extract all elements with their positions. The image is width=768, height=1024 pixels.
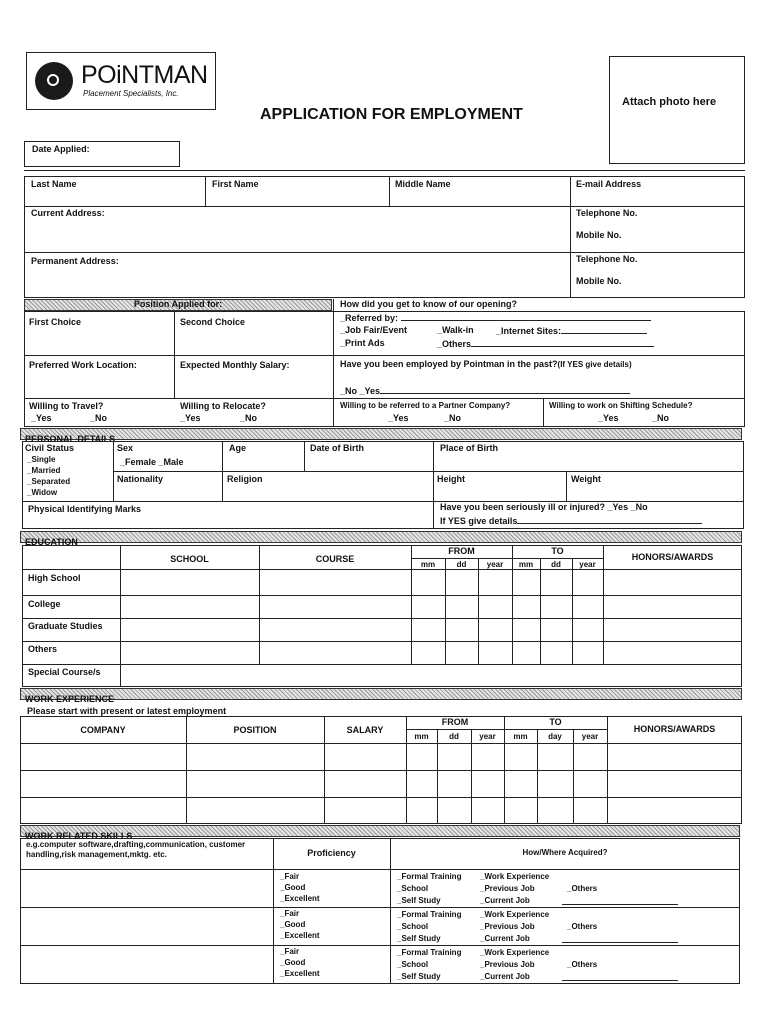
edu-row-high-school: High School <box>28 573 81 583</box>
skills-example: e.g.computer software,drafting,communication, customer handling,risk management,mktg. etc. <box>26 840 246 859</box>
acq-school[interactable]: _School <box>397 884 429 893</box>
divider <box>22 569 742 570</box>
job-fair-option[interactable]: _Job Fair/Event <box>340 325 408 335</box>
skills-band <box>20 825 740 841</box>
acq-self[interactable]: _Self Study <box>397 896 441 905</box>
permanent-address-label: Permanent Address: <box>31 256 119 266</box>
divider <box>24 252 745 253</box>
school-header: SCHOOL <box>170 554 209 564</box>
ill-question[interactable]: Have you been seriously ill or injured? _Yes _No <box>440 502 648 512</box>
acq-school[interactable]: _School <box>397 960 429 969</box>
divider <box>22 618 742 619</box>
telephone-label: Telephone No. <box>576 254 638 264</box>
divider <box>20 907 740 908</box>
shifting-no[interactable]: _No <box>652 413 670 423</box>
employed-before-label: Have you been employed by Pointman in the past?(If YES give details) <box>340 359 632 369</box>
travel-no[interactable]: _No <box>90 413 108 423</box>
partner-label: Willing to be referred to a Partner Company? <box>340 401 511 410</box>
divider <box>543 398 544 427</box>
acq-others[interactable]: _Others <box>567 884 598 893</box>
edu-from-dd: dd <box>456 560 467 569</box>
work-to-header: TO <box>549 717 562 727</box>
divider <box>22 664 742 665</box>
divider <box>540 559 541 665</box>
logo-tagline: Placement Specialists, Inc. <box>83 89 179 98</box>
divider <box>205 176 206 206</box>
work-position-header: POSITION <box>233 725 277 735</box>
divider <box>24 398 745 399</box>
work-from-year: year <box>479 732 496 741</box>
partner-no[interactable]: _No <box>444 413 462 423</box>
relocate-label: Willing to Relocate? <box>180 401 266 411</box>
prof-good[interactable]: _Good <box>280 883 306 892</box>
skills-header: WORK RELATED SKILLS <box>25 831 133 841</box>
divider <box>120 545 121 687</box>
acq-others[interactable]: _Others <box>567 960 598 969</box>
acq-current[interactable]: _Current Job <box>480 972 530 981</box>
company-header: COMPANY <box>80 725 126 735</box>
acq-previous[interactable]: _Previous Job <box>480 884 535 893</box>
logo-box <box>26 52 216 110</box>
acq-school[interactable]: _School <box>397 922 429 931</box>
edu-row-others: Others <box>28 644 58 654</box>
edu-to-mm: mm <box>518 560 534 569</box>
photo-box[interactable] <box>609 56 745 164</box>
acq-current[interactable]: _Current Job <box>480 896 530 905</box>
internet-option[interactable]: _Internet Sites: <box>496 325 647 337</box>
walk-in-option[interactable]: _Walk-in <box>437 325 474 335</box>
edu-to-dd: dd <box>551 560 561 569</box>
proficiency-header: Proficiency <box>307 848 356 858</box>
divider <box>603 545 604 665</box>
education-header: EDUCATION <box>25 537 78 547</box>
others-option[interactable]: _Others <box>437 338 654 350</box>
telephone-label: Telephone No. <box>576 208 638 218</box>
acq-previous[interactable]: _Previous Job <box>480 960 535 969</box>
prof-excellent[interactable]: _Excellent <box>280 894 320 903</box>
mobile-label: Mobile No. <box>576 276 622 286</box>
divider <box>562 942 678 943</box>
course-header: COURSE <box>315 554 355 564</box>
second-choice-label: Second Choice <box>180 317 246 327</box>
edu-row-college: College <box>28 599 61 609</box>
sex-label: Sex <box>117 443 134 453</box>
work-experience-band <box>20 688 742 704</box>
civil-option-separated[interactable]: _Separated <box>27 477 71 486</box>
education-band <box>20 531 742 547</box>
prof-fair[interactable]: _Fair <box>280 947 300 956</box>
work-to-day: day <box>548 732 562 741</box>
work-experience-header: WORK EXPERIENCE <box>25 694 115 704</box>
divider <box>22 641 742 642</box>
position-applied-header: Position Applied for: <box>133 299 223 309</box>
date-applied-label: Date Applied: <box>32 144 90 154</box>
referred-option[interactable]: _Referred by: <box>340 312 651 324</box>
email-label: E-mail Address <box>576 179 642 189</box>
last-name-label: Last Name <box>31 179 77 189</box>
work-honors-header: HONORS/AWARDS <box>633 724 716 734</box>
weight-label: Weight <box>571 474 601 484</box>
edu-to-header: TO <box>551 546 564 556</box>
work-to-mm: mm <box>513 732 528 741</box>
first-choice-label: First Choice <box>29 317 82 327</box>
divider <box>333 299 334 427</box>
dob-label: Date of Birth <box>310 443 364 453</box>
divider <box>445 559 446 665</box>
work-from-header: FROM <box>441 717 469 727</box>
acq-work-exp[interactable]: _Work Experience <box>480 910 550 919</box>
work-from-dd: dd <box>449 732 459 741</box>
divider <box>566 471 567 501</box>
height-label: Height <box>437 474 465 484</box>
partner-yes[interactable]: _Yes <box>388 413 409 423</box>
how-acquired-header: How/Where Acquired? <box>522 848 608 857</box>
divider <box>406 729 607 730</box>
edu-to-year: year <box>579 560 596 569</box>
divider <box>562 904 678 905</box>
divider <box>273 838 274 984</box>
work-to-year: year <box>581 732 599 741</box>
photo-box-label: Attach photo here <box>622 96 717 108</box>
acq-previous[interactable]: _Previous Job <box>480 922 535 931</box>
divider <box>24 206 745 207</box>
date-applied-field[interactable] <box>24 141 180 167</box>
prof-excellent[interactable]: _Excellent <box>280 931 320 940</box>
divider <box>22 595 742 596</box>
page-title: APPLICATION FOR EMPLOYMENT <box>260 106 523 123</box>
print-ads-option[interactable]: _Print Ads <box>340 338 385 348</box>
divider <box>20 869 740 870</box>
how-know-label: How did you get to know of our opening? <box>340 299 517 309</box>
acq-self[interactable]: _Self Study <box>397 972 441 981</box>
edu-from-header: FROM <box>448 546 475 556</box>
relocate-no[interactable]: _No <box>240 413 258 423</box>
work-from-mm: mm <box>414 732 429 741</box>
pob-label: Place of Birth <box>440 443 499 453</box>
age-label: Age <box>229 443 247 453</box>
preferred-location-label: Preferred Work Location: <box>29 360 137 370</box>
divider <box>24 355 745 356</box>
identifying-marks-label: Physical Identifying Marks <box>28 504 142 514</box>
shifting-yes[interactable]: _Yes <box>598 413 619 423</box>
divider <box>389 176 390 206</box>
expected-salary-label: Expected Monthly Salary: <box>180 360 290 370</box>
shifting-label: Willing to work on Shifting Schedule? <box>549 401 693 410</box>
edu-row-graduate: Graduate Studies <box>28 621 103 631</box>
divider <box>20 770 742 771</box>
employed-before-options[interactable]: _No _Yes <box>340 385 630 397</box>
edu-honors-header: HONORS/AWARDS <box>631 552 714 562</box>
travel-yes[interactable]: _Yes <box>31 413 52 423</box>
acq-work-exp[interactable]: _Work Experience <box>480 872 550 881</box>
acq-formal[interactable]: _Formal Training <box>397 948 462 957</box>
current-address-label: Current Address: <box>31 208 105 218</box>
logo-name: POiNTMAN <box>81 61 208 89</box>
divider <box>304 441 305 471</box>
prof-excellent[interactable]: _Excellent <box>280 969 320 978</box>
divider <box>433 441 434 529</box>
divider <box>572 559 573 665</box>
first-name-label: First Name <box>212 179 259 189</box>
personal-details-header: PERSONAL DETAILS <box>25 434 116 444</box>
personal-info-section <box>24 176 745 298</box>
acq-current[interactable]: _Current Job <box>480 934 530 943</box>
divider <box>24 170 745 171</box>
personal-details-band <box>20 428 742 444</box>
sex-options[interactable]: _Female _Male <box>120 457 184 467</box>
prof-fair[interactable]: _Fair <box>280 872 300 881</box>
acq-others[interactable]: _Others <box>567 922 598 931</box>
divider <box>390 838 391 984</box>
divider <box>20 743 742 744</box>
acq-self[interactable]: _Self Study <box>397 934 441 943</box>
acq-formal[interactable]: _Formal Training <box>397 910 462 919</box>
divider <box>113 471 744 472</box>
acq-formal[interactable]: _Formal Training <box>397 872 462 881</box>
acq-work-exp[interactable]: _Work Experience <box>480 948 550 957</box>
mobile-label: Mobile No. <box>576 230 622 240</box>
religion-label: Religion <box>227 474 263 484</box>
divider <box>562 980 678 981</box>
relocate-yes[interactable]: _Yes <box>180 413 201 423</box>
edu-row-special: Special Course/s <box>28 667 101 677</box>
prof-good[interactable]: _Good <box>280 958 306 967</box>
logo-mark-icon <box>35 62 73 100</box>
work-note: Please start with present or latest employment <box>27 706 227 716</box>
civil-option-widow[interactable]: _Widow <box>27 488 58 497</box>
prof-fair[interactable]: _Fair <box>280 909 300 918</box>
divider <box>570 176 571 298</box>
civil-option-married[interactable]: _Married <box>27 466 61 475</box>
civil-option-single[interactable]: _Single <box>27 455 56 464</box>
prof-good[interactable]: _Good <box>280 920 306 929</box>
divider <box>20 945 740 946</box>
nationality-label: Nationality <box>117 474 164 484</box>
divider <box>478 559 479 665</box>
travel-label: Willing to Travel? <box>29 401 104 411</box>
edu-from-mm: mm <box>420 560 436 569</box>
education-table[interactable] <box>22 545 742 687</box>
divider <box>411 558 603 559</box>
work-salary-header: SALARY <box>346 725 384 735</box>
edu-from-year: year <box>486 560 504 569</box>
divider <box>20 797 742 798</box>
ill-details[interactable]: If YES give details <box>440 515 702 527</box>
civil-status-label: Civil Status <box>25 443 75 453</box>
middle-name-label: Middle Name <box>395 179 451 189</box>
